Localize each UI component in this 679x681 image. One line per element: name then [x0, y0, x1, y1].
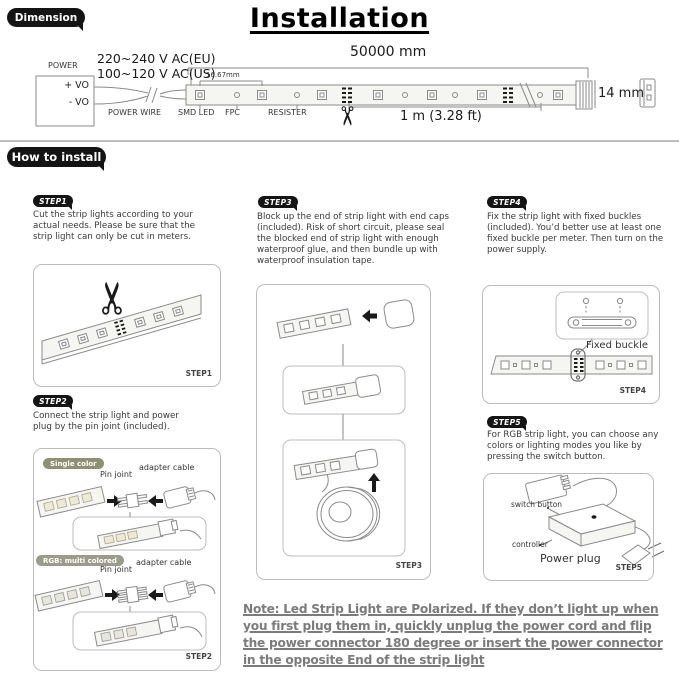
- step5-text: For RGB strip light, you can choose any colors or lighting modes you like by pressing the switch button.: [487, 430, 659, 462]
- resister-label: RESISTER: [268, 108, 307, 117]
- power-label: POWER: [48, 61, 78, 70]
- voltage-us-label: 100~120 V AC(US): [97, 66, 216, 81]
- fpc-label: FPC: [225, 108, 241, 117]
- single-color-badge: Single color: [43, 458, 104, 469]
- rgb-multi-colored-badge: RGB: multi colored: [36, 555, 124, 566]
- end-connector: [576, 80, 595, 109]
- step2-figure-label: STEP2: [185, 652, 212, 661]
- power-wire-label: POWER WIRE: [108, 108, 162, 117]
- pin-joint-label: Pin joint: [100, 565, 133, 574]
- strip-width-label: 14 mm: [598, 86, 645, 101]
- step2-badge: STEP2: [33, 395, 73, 407]
- voltage-eu-label: 220~240 V AC(EU): [97, 51, 216, 66]
- note-line: you first plug them in, quickly unplug the power cord and flip: [243, 619, 652, 633]
- scissors-icon: ✂: [87, 279, 139, 317]
- note-line: in the opposite End of the strip light: [243, 653, 485, 667]
- dimension-section-badge: Dimension: [7, 8, 85, 27]
- step5-badge: STEP5: [487, 416, 527, 428]
- minus-terminal-label: - VO: [68, 97, 89, 108]
- step1-figure-label: STEP1: [185, 369, 212, 378]
- switch-button-label: switch button: [511, 500, 563, 509]
- step4-text: Fix the strip light with fixed buckles (included). You’d better use at least one fixed buckle per meter. Then turn on the power supply.: [487, 212, 664, 255]
- section-divider: [0, 140, 679, 142]
- step1-badge: STEP1: [33, 195, 73, 207]
- plus-terminal-label: + VO: [64, 80, 89, 91]
- step5-figure-label: STEP5: [615, 563, 642, 572]
- led-pitch-label: 16.67mm: [206, 71, 240, 79]
- pin-joint-label: Pin joint: [100, 470, 133, 479]
- fixed-buckle-label: Fixed buckle: [586, 340, 648, 351]
- step4-figure-label: STEP4: [619, 386, 646, 395]
- step3-figure-box: [256, 284, 431, 580]
- step3-text: Block up the end of strip light with end caps (included). Risk of short circuit, please seal the blocked end of strip light with enough waterproof glue, and then bundle up with waterproof insulation tape.: [257, 212, 449, 266]
- step3-figure-label: STEP3: [395, 561, 422, 570]
- controller-label: controller: [512, 540, 548, 549]
- scissors-icon: ✂: [331, 105, 361, 127]
- adapter-cable-label: adapter cable: [139, 463, 195, 472]
- smd-led-label: SMD LED: [178, 108, 215, 117]
- power-plug-label: Power plug: [540, 552, 601, 565]
- total-length-label: 50000 mm: [350, 44, 427, 60]
- step2-text: Connect the strip light and power plug by the pin joint (included).: [33, 411, 179, 432]
- step3-badge: STEP3: [258, 196, 298, 208]
- step4-badge: STEP4: [487, 196, 527, 208]
- dim-50000: [188, 68, 588, 78]
- step1-text: Cut the strip lights according to your actual needs. Please be sure that the strip light can only be cut in meters.: [33, 210, 196, 242]
- adapter-cable-label: adapter cable: [136, 558, 192, 567]
- note-line: Note: Led Strip Light are Polarized. If they don’t light up when: [243, 602, 659, 616]
- cut-unit-length-label: 1 m (3.28 ft): [400, 109, 482, 124]
- page-title: Installation: [249, 3, 430, 34]
- note-line: the power connector 180 degree or insert the power connector: [243, 636, 663, 650]
- how-to-install-badge: How to install: [7, 147, 106, 167]
